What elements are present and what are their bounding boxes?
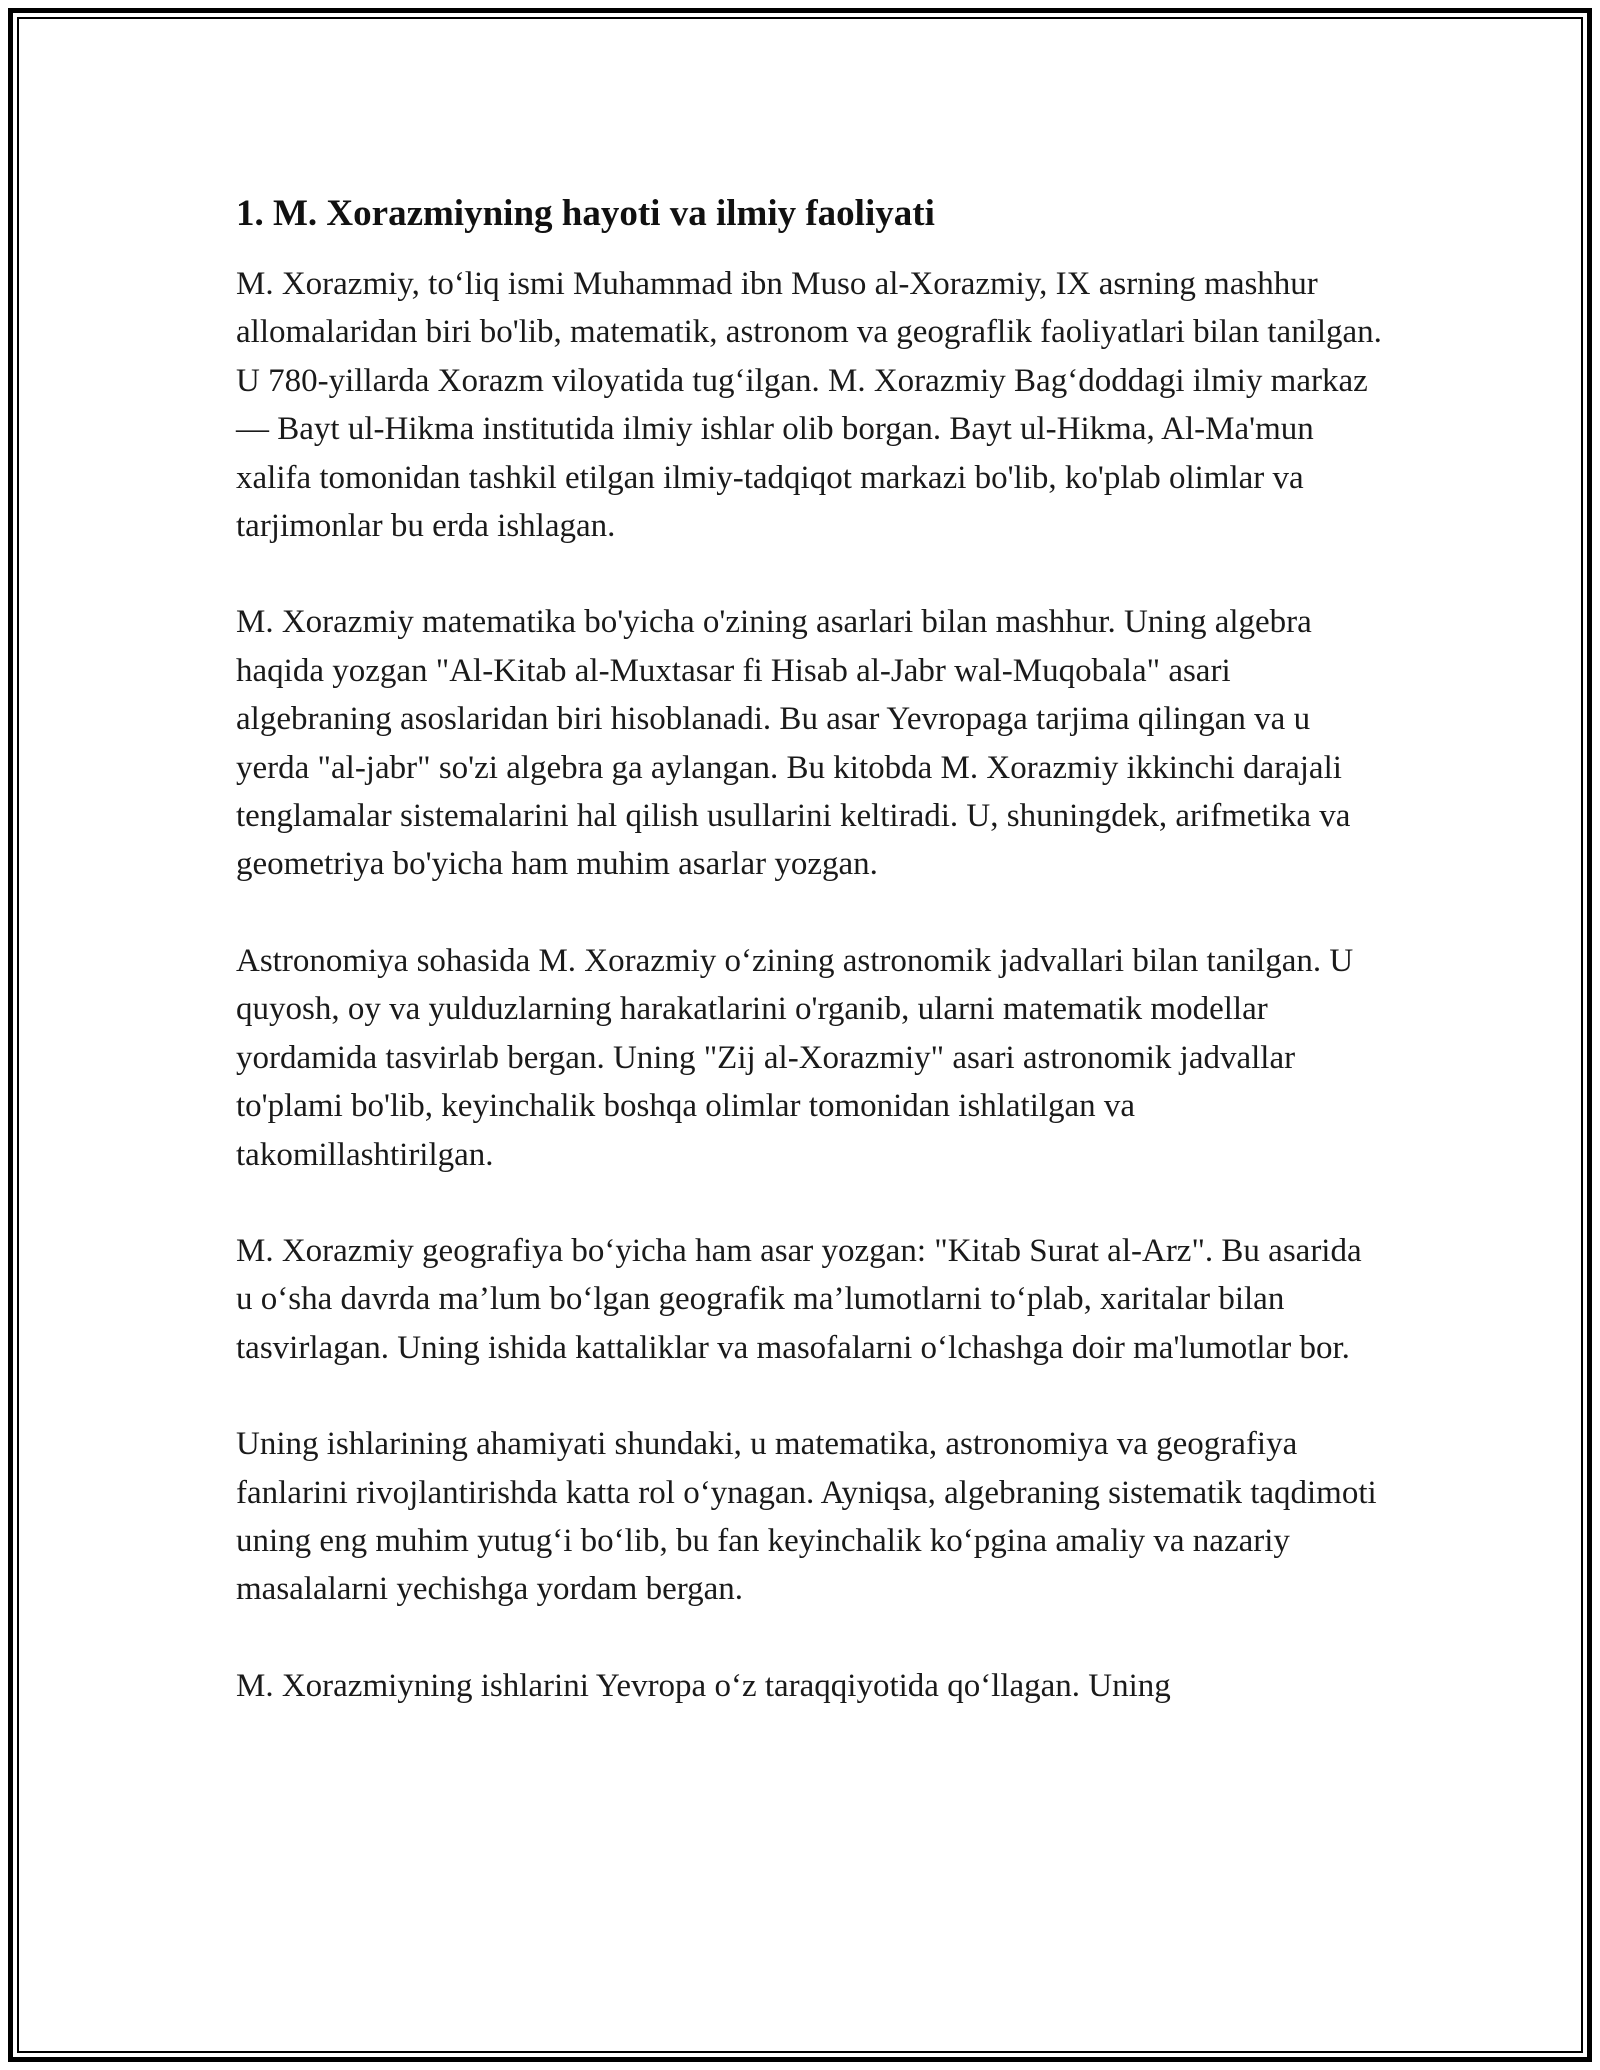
paragraph-astronomy: Astronomiya sohasida M. Xorazmiy o‘zining astronomik jadvallari bilan tanilgan. U quyosh, oy va yulduzlarning harakatlarini o'rganib, ularni matematik modellar yordamida tasvirlab bergan. Uning "Zij al-Xorazmiy" asari astronomik jadvallar to'plami bo'lib, keyinchalik boshqa olimlar tomonidan ishlatilgan va takomillashtirilgan.: [236, 942, 1354, 1173]
section-heading: 1. M. Xorazmiyning hayoti va ilmiy faoliyati: [236, 193, 935, 234]
paragraph-significance: Uning ishlarining ahamiyati shundaki, u matematika, astronomiya va geografiya fanlarini rivojlantirishda katta rol o‘ynagan. Ayniqsa, algebraning sistematik taqdimoti uning eng muhim yutug‘i bo‘lib, bu fan keyinchalik ko‘pgina amaliy va nazariy masalalarni yechishga yordam bergan.: [236, 1426, 1377, 1608]
paragraph-europe-legacy: M. Xorazmiyning ishlarini Yevropa o‘z taraqqiyotida qo‘llagan. Uning: [236, 1667, 1171, 1704]
document-body: [236, 190, 1382, 1710]
paragraph-mathematics: M. Xorazmiy matematika bo'yicha o'zining asarlari bilan mashhur. Uning algebra haqida yozgan "Al-Kitab al-Muxtasar fi Hisab al-Jabr wal-Muqobala" asari algebraning asoslaridan biri hisoblanadi. Bu asar Yevropaga tarjima qilingan va u yerda "al-jabr" so'zi algebra ga aylangan. Bu kitobda M. Xorazmiy ikkinchi darajali tenglamalar sistemalarini hal qilish usullarini keltiradi. U, shuningdek, arifmetika va geometriya bo'yicha ham muhim asarlar yozgan.: [236, 604, 1351, 883]
paragraph-biography: M. Xorazmiy, to‘liq ismi Muhammad ibn Muso al-Xorazmiy, IX asrning mashhur allomalaridan biri bo'lib, matematik, astronom va geograflik faoliyatlari bilan tanilgan. U 780-yillarda Xorazm viloyatida tug‘ilgan. M. Xorazmiy Bag‘doddagi ilmiy markaz — Bayt ul-Hikma institutida ilmiy ishlar olib borgan. Bayt ul-Hikma, Al-Ma'mun xalifa tomonidan tashkil etilgan ilmiy-tadqiqot markazi bo'lib, ko'plab olimlar va tarjimonlar bu erda ishlagan.: [236, 266, 1382, 545]
paragraph-geography: M. Xorazmiy geografiya bo‘yicha ham asar yozgan: "Kitab Surat al-Arz". Bu asarida u o‘sha davrda ma’lum bo‘lgan geografik ma’lumotlarni to‘plab, xaritalar bilan tasvirlagan. Uning ishida kattaliklar va masofalarni o‘lchashga doir ma'lumotlar bor.: [236, 1232, 1362, 1366]
